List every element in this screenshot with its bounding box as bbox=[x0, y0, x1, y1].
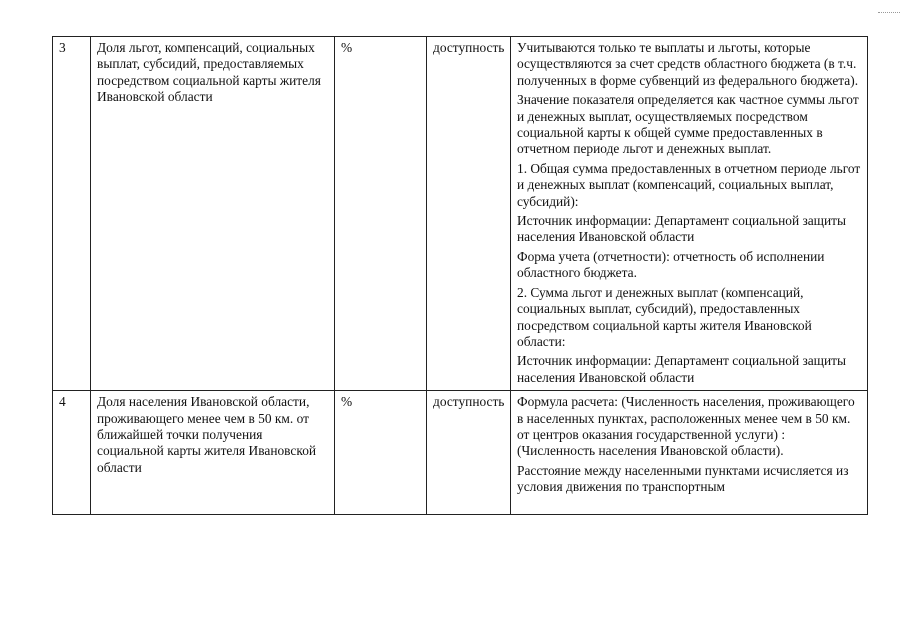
unit-cell: % bbox=[335, 391, 427, 515]
method-paragraph: Формула расчета: (Численность населения, проживающего в населенных пунктах, расположенных менее чем в 50 км. от центров оказания государственной услуги) : (Численность населения Ивановской области). bbox=[517, 394, 855, 459]
calculation-method bbox=[511, 391, 868, 515]
calculation-method bbox=[511, 37, 868, 391]
indicator-type: доступность bbox=[427, 391, 511, 515]
method-paragraph: Форма учета (отчетности): отчетность об исполнении областного бюджета. bbox=[517, 248, 825, 281]
method-paragraph: 2. Сумма льгот и денежных выплат (компенсаций, социальных выплат, субсидий), предоставленных посредством социальной карты жителя Ивановской области: bbox=[517, 284, 812, 349]
row-number: 4 bbox=[53, 391, 91, 515]
method-paragraph: Значение показателя определяется как частное суммы льгот и денежных выплат, осуществляемых посредством социальной карты к общей сумме предоставленных в отчетном периоде льгот и денежных выплат. bbox=[517, 92, 859, 157]
method-paragraph: Источник информации: Департамент социальной защиты населения Ивановской области bbox=[517, 213, 847, 245]
table-row bbox=[53, 391, 868, 515]
method-paragraph: Расстояние между населенными пунктами исчисляется из условия движения по транспортным bbox=[517, 462, 849, 495]
indicator-name: Доля льгот, компенсаций, социальных выплат, субсидий, предоставляемых посредством социальной карты жителя Ивановской области bbox=[91, 37, 335, 391]
indicator-type: доступность bbox=[427, 37, 511, 391]
method-paragraph: 1. Общая сумма предоставленных в отчетном периоде льгот и денежных выплат (компенсаций, социальных выплат, субсидий): bbox=[517, 160, 861, 209]
row-number: 3 bbox=[53, 37, 91, 391]
indicator-name: Доля населения Ивановской области, проживающего менее чем в 50 км. от ближайшей точки получения социальной карты жителя Ивановской области bbox=[91, 391, 335, 515]
table-row bbox=[53, 37, 868, 391]
scan-artifact bbox=[878, 12, 900, 16]
method-paragraph: Учитываются только те выплаты и льготы, которые осуществляются за счет средств областного бюджета (в т.ч. полученных в форме субвенций из федерального бюджета). bbox=[517, 40, 859, 88]
indicators-table bbox=[52, 36, 868, 515]
unit-cell: % bbox=[335, 37, 427, 391]
method-paragraph: Источник информации: Департамент социальной защиты населения Ивановской области bbox=[517, 353, 847, 385]
